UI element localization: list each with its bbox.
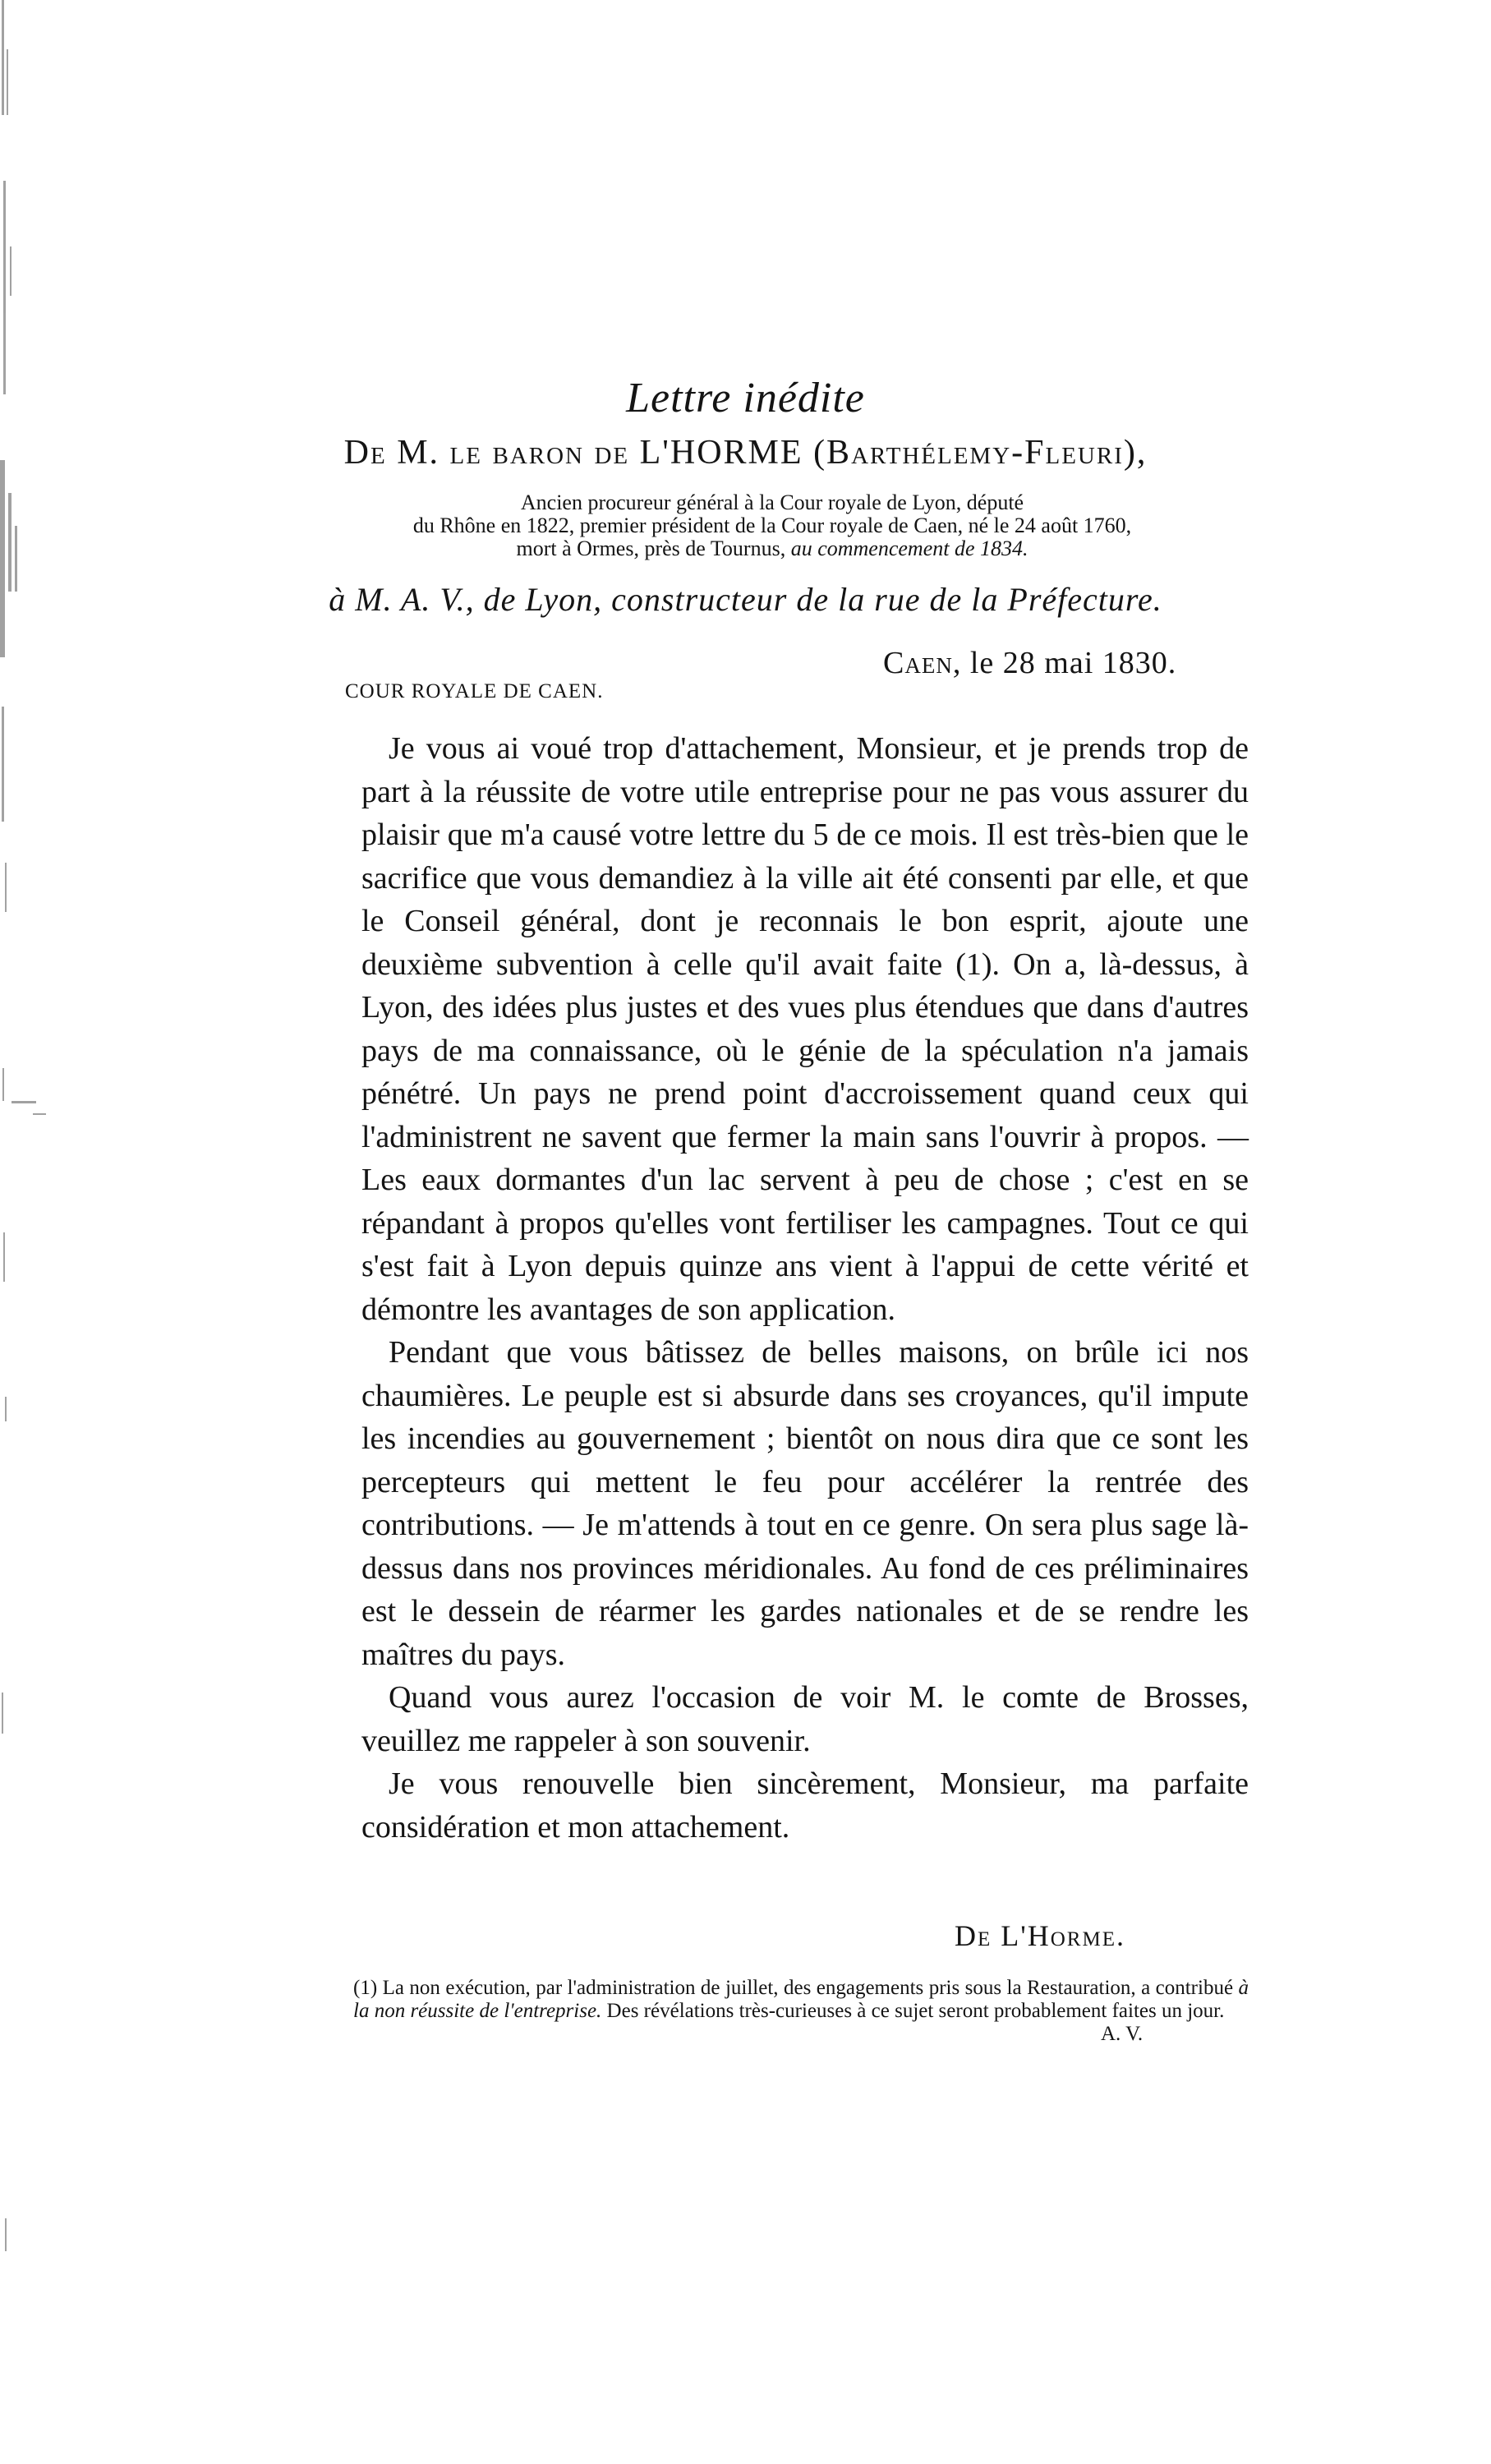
letter-body [361,727,1249,1849]
dateline-place: Caen [883,646,953,680]
body-paragraph: Je vous renouvelle bien sincèrement, Monsieur, ma parfaite considération et mon attachement. [361,1766,1249,1845]
heading-rank: le baron de [449,434,640,472]
footnote-italic: à la non réussite de l'entreprise. [353,1977,1249,2022]
letter-heading [0,433,1491,472]
footnote-text-end: Des révélations très-curieuses à ce sujet seront probablement faites un jour. [601,2000,1225,2022]
dateline-date: , le 28 mai 1830. [952,646,1177,680]
footnote-initials: A. V. [1101,2023,1144,2045]
heading-given-names: (Barthélemy-Fleuri), [813,434,1148,472]
signature: De L'Horme. [955,1919,1125,1952]
body-paragraph: Quand vous aurez l'occasion de voir M. le comte de Brosses, veuillez me rappeler à son souvenir. [361,1680,1249,1758]
court-header: COUR ROYALE DE CAEN. [345,680,604,702]
body-paragraph: Je vous ai voué trop d'attachement, Monsieur, et je prends trop de part à la réussite de votre utile entreprise pour ne pas vous assurer du plaisir que m'a causé votre lettre du 5 de ce mois. Il est très-bien que le sacrifice que vous demandiez à la ville ait été consenti par elle, et que le Conseil général, dont je reconnais le bon esprit, ajoute une deuxième subvention à celle qu'il avait faite (1). On a, là-dessus, à Lyon, des idées plus justes et des vues plus étendues que dans d'autres pays de ma connaissance, où le génie de la spéculation n'a jamais pénétré. Un pays ne prend point d'accroissement quand ceux qui l'administrent ne savent que fermer la main sans l'ouvrir à propos. — Les eaux dormantes d'un lac servent à peu de chose ; c'est en se répandant à propos qu'elles vont fertiliser les campagnes. Tout ce qui s'est fait à Lyon depuis quinze ans vient à l'appui de cette vérité et démontre les avantages de son application. [361,731,1249,1327]
body-paragraph: Pendant que vous bâtissez de belles maisons, on brûle ici nos chaumières. Le peuple est si absurde dans ses croyances, qu'il impute les incendies au gouvernement ; bientôt on nous dira que ce sont les percepteurs qui mettent le feu pour accélérer la rentrée des contributions. — Je m'attends à tout en ce genre. On sera plus sage là-dessus dans nos provinces méridionales. Au fond de ces préliminaires est le dessein de réarmer les gardes nationales et de se rendre les maîtres du pays. [361,1335,1249,1672]
biography-line: Ancien procureur général à la Cour royale de Lyon, député [520,490,1024,514]
biography-line [312,537,1232,560]
heading-name: L'HORME [639,434,803,472]
scan-edge-noise [0,0,58,2464]
document-title: Lettre inédite [626,375,865,421]
footnote-text: (1) La non exécution, par l'administration de juillet, des engagements pris sous la Restauration, a contribué [353,1977,1239,1999]
dateline [883,645,1176,681]
biography-death-date: au commencement de 1834. [790,537,1029,560]
dedication: à M. A. V., de Lyon, constructeur de la rue de la Préfecture. [329,581,1162,618]
biography-line: du Rhône en 1822, premier président de la Cour royale de Caen, né le 24 août 1760, [412,514,1132,537]
footnote [353,1977,1249,2045]
biography-death: mort à Ormes, près de Tournus, [516,537,791,560]
author-biography [312,491,1232,560]
heading-prefix: De M. [343,434,450,472]
